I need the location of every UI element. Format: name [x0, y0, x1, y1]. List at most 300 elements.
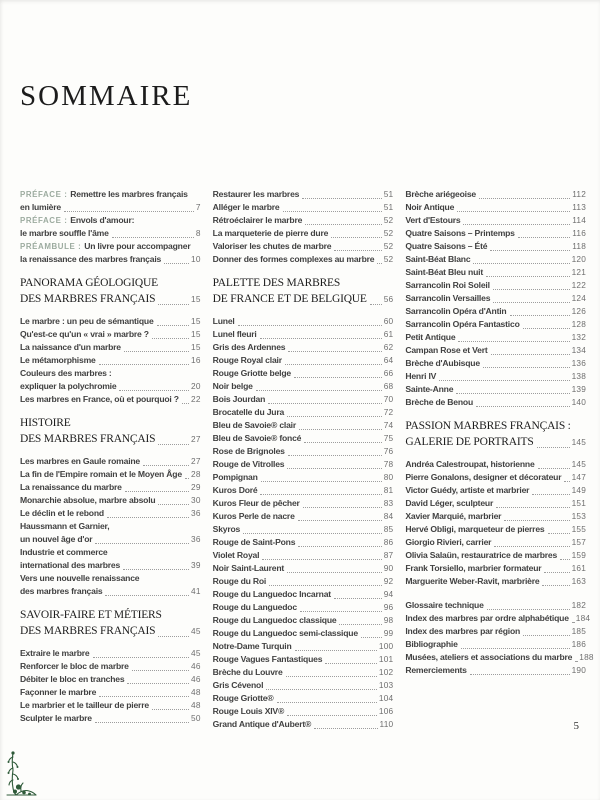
toc-entry	[405, 396, 586, 409]
toc-entry	[20, 481, 201, 494]
toc-page-number: 99	[383, 628, 394, 638]
toc-entry	[405, 523, 586, 536]
dotted-leader	[572, 622, 574, 623]
toc-row	[213, 214, 394, 227]
toc-entry	[405, 536, 586, 549]
toc-row-label: Noir Saint-Laurent	[212, 563, 285, 573]
toc-page-number: 52	[383, 228, 394, 238]
dotted-leader	[487, 609, 570, 610]
toc-row-label: Vert d'Estours	[405, 215, 461, 225]
toc-row-label: Industrie et commerce	[20, 547, 108, 557]
toc-entry	[20, 315, 201, 328]
dotted-leader	[123, 569, 189, 570]
toc-page-number: 124	[571, 293, 587, 303]
dotted-leader	[107, 517, 189, 518]
toc-row-label: Rose de Brignoles	[212, 446, 285, 456]
toc-row-label: La fin de l'Empire romain et le Moyen Âge	[20, 469, 182, 479]
toc-page-number: 15	[191, 342, 201, 352]
toc-page-number: 118	[572, 241, 587, 251]
toc-entry	[405, 458, 586, 471]
toc-row-label: Xavier Marquié, marbrier	[405, 511, 502, 521]
toc-page-number: 185	[571, 626, 587, 636]
dotted-leader	[298, 520, 382, 521]
toc-row-label: Gris des Ardennes	[212, 342, 286, 352]
toc-entry	[405, 625, 586, 638]
toc-row	[20, 367, 201, 380]
toc-row	[213, 458, 394, 471]
toc-row	[213, 201, 394, 214]
dotted-leader	[132, 670, 189, 671]
toc-row	[213, 497, 394, 510]
toc-entry	[213, 705, 394, 718]
toc-row	[405, 227, 586, 240]
toc-page-number: 64	[383, 355, 394, 365]
toc-row-label: Brèche d'Aubisque	[405, 358, 480, 368]
toc-row-label: Rouge Griotte®	[212, 693, 274, 703]
toc-row-label: PRÉFACE : Remettre les marbres français	[20, 189, 188, 199]
dotted-leader	[518, 237, 570, 238]
dotted-leader	[143, 465, 189, 466]
toc-row	[20, 415, 201, 431]
toc-row-label: Bleu de Savoie® foncé	[212, 433, 302, 443]
dotted-leader	[268, 403, 382, 404]
toc-row-label: Pierre Gonalons, designer et décorateur	[405, 472, 562, 482]
toc-row	[405, 188, 586, 201]
toc-page-number: 147	[571, 472, 587, 482]
toc-page-number: 102	[378, 667, 394, 677]
toc-row-label: PANORAMA GÉOLOGIQUE	[20, 277, 158, 289]
toc-page-number: 15	[191, 329, 201, 339]
toc-row	[405, 638, 586, 651]
toc-row	[20, 214, 201, 227]
dotted-leader	[463, 224, 570, 225]
dotted-leader	[510, 315, 570, 316]
toc-row	[20, 354, 201, 367]
toc-page-number: 74	[383, 420, 394, 430]
dotted-leader	[496, 507, 569, 508]
toc-row-label: HISTOIRE	[20, 417, 71, 429]
toc-page-number: 29	[191, 482, 201, 492]
dotted-leader	[560, 559, 569, 560]
dotted-leader	[182, 403, 189, 404]
toc-row-label: La marqueterie de pierre dure	[212, 228, 329, 238]
toc-entry	[405, 510, 586, 523]
toc-page-number: 157	[571, 537, 587, 547]
dotted-leader	[286, 676, 377, 677]
toc-row	[20, 328, 201, 341]
dotted-leader	[564, 481, 569, 482]
toc-row-label: Les marbres en Gaule romaine	[20, 456, 141, 466]
dotted-leader	[439, 380, 569, 381]
toc-entry-prefix: PRÉFACE :	[20, 216, 71, 225]
dotted-leader	[95, 722, 189, 723]
toc-row-label: Sarrancolin Opéra d'Antin	[405, 306, 507, 316]
toc-section-heading	[405, 418, 586, 450]
toc-row	[20, 673, 201, 686]
toc-page-number: 51	[383, 189, 394, 199]
toc-row	[405, 279, 586, 292]
toc-page-number: 48	[191, 687, 201, 697]
folio-page-number: 5	[573, 720, 579, 732]
toc-row-label: Marguerite Weber-Ravit, marbrière	[405, 576, 540, 586]
toc-page-number: 159	[571, 550, 587, 560]
toc-row	[213, 666, 394, 679]
toc-page-number: 96	[383, 602, 394, 612]
dotted-leader	[112, 237, 194, 238]
dotted-leader	[185, 478, 189, 479]
toc-row	[405, 664, 586, 677]
toc-page-number: 145	[571, 437, 587, 447]
toc-row	[213, 679, 394, 692]
page-title: SOMMAIRE	[20, 80, 193, 112]
toc-row-label: international des marbres	[20, 560, 121, 570]
toc-row-label: Olivia Salaün, restauratrice de marbres	[405, 550, 558, 560]
toc-row-label: en lumière	[20, 202, 61, 212]
toc-page-number: 184	[575, 613, 591, 623]
toc-entry	[405, 562, 586, 575]
toc-page-number: 75	[383, 433, 394, 443]
toc-row	[405, 458, 586, 471]
toc-entry	[20, 546, 201, 572]
toc-row-label: Saint-Béat Bleu nuit	[405, 267, 483, 277]
toc-page-number: 163	[571, 576, 587, 586]
toc-entry	[20, 468, 201, 481]
toc-page-number: 140	[571, 397, 587, 407]
toc-row	[213, 419, 394, 432]
toc-row-label: Sainte-Anne	[405, 384, 454, 394]
toc-row	[213, 354, 394, 367]
dotted-leader	[287, 416, 382, 417]
toc-entry-prefix: PRÉAMBULE :	[20, 242, 85, 251]
toc-row	[20, 507, 201, 520]
toc-page-number: 186	[571, 639, 587, 649]
toc-page-number: 121	[571, 267, 587, 277]
toc-entry	[405, 240, 586, 253]
toc-row-label: Index des marbres par ordre alphabétique	[405, 613, 569, 623]
dotted-leader	[302, 198, 381, 199]
dotted-leader	[243, 533, 382, 534]
toc-page-number: 10	[191, 254, 201, 264]
toc-page-number: 87	[383, 550, 394, 560]
dotted-leader	[523, 635, 569, 636]
toc-row	[20, 686, 201, 699]
toc-entry	[213, 432, 394, 445]
toc-row	[213, 536, 394, 549]
toc-page-number: 126	[571, 306, 587, 316]
toc-page-number: 151	[571, 498, 587, 508]
toc-entry	[213, 575, 394, 588]
toc-row	[405, 471, 586, 484]
toc-page-number: 20	[191, 381, 201, 391]
toc-row-label: Frank Torsiello, marbrier formateur	[405, 563, 542, 573]
toc-row-label: Lunel	[212, 316, 235, 326]
toc-section-heading	[20, 607, 201, 639]
dotted-leader	[256, 390, 382, 391]
dotted-leader	[260, 494, 381, 495]
toc-row	[213, 406, 394, 419]
dotted-leader	[269, 585, 382, 586]
toc-column-3	[405, 188, 594, 731]
toc-entry	[213, 497, 394, 510]
toc-row-label: GALERIE DE PORTRAITS	[405, 436, 534, 448]
toc-page-number: 84	[383, 511, 394, 521]
toc-entry	[405, 471, 586, 484]
dotted-leader	[470, 674, 570, 675]
toc-page-number: 106	[378, 706, 394, 716]
dotted-leader	[125, 491, 189, 492]
toc-row-label: Brèche du Louvre	[212, 667, 283, 677]
toc-row	[405, 484, 586, 497]
toc-entry	[213, 240, 394, 253]
toc-row	[20, 533, 201, 546]
toc-page-number: 15	[191, 316, 201, 326]
toc-page-number: 52	[383, 254, 394, 264]
toc-section-heading	[20, 415, 201, 447]
toc-page-number: 48	[191, 700, 201, 710]
toc-entry	[213, 549, 394, 562]
toc-row-label: Kuros Doré	[212, 485, 258, 495]
toc-row	[20, 481, 201, 494]
toc-section-heading	[213, 275, 394, 307]
toc-row	[213, 627, 394, 640]
dotted-leader	[152, 709, 189, 710]
toc-row-label: David Léger, sculpteur	[405, 498, 494, 508]
toc-page-number: 113	[572, 202, 587, 212]
toc-row	[213, 328, 394, 341]
toc-entry	[20, 660, 201, 673]
dotted-leader	[491, 354, 570, 355]
toc-page-number: 62	[383, 342, 394, 352]
toc-row	[20, 393, 201, 406]
dotted-leader	[283, 211, 382, 212]
toc-row	[20, 572, 201, 585]
toc-row	[213, 367, 394, 380]
dotted-leader	[298, 546, 381, 547]
dotted-leader	[304, 442, 381, 443]
toc-row	[20, 468, 201, 481]
dotted-leader	[334, 250, 381, 251]
toc-row	[213, 315, 394, 328]
toc-row-label: Brèche ariégeoise	[405, 189, 476, 199]
toc-entry	[213, 614, 394, 627]
toc-row	[405, 344, 586, 357]
toc-row-label: PALETTE DES MARBRES	[212, 277, 341, 289]
toc-row	[20, 607, 201, 623]
toc-row	[20, 291, 201, 307]
dotted-leader	[486, 276, 570, 277]
toc-page-number: 50	[191, 713, 201, 723]
toc-row	[405, 214, 586, 227]
dotted-leader	[493, 289, 570, 290]
toc-page-number: 39	[191, 560, 201, 570]
toc-entry	[20, 712, 201, 725]
dotted-leader	[158, 444, 189, 445]
toc-page-number: 190	[571, 665, 587, 675]
toc-entry	[405, 383, 586, 396]
toc-row	[405, 201, 586, 214]
toc-entry	[405, 549, 586, 562]
toc-page-number: 46	[191, 674, 201, 684]
dotted-leader	[494, 546, 569, 547]
toc-row	[405, 331, 586, 344]
toc-row	[213, 523, 394, 536]
toc-row-label: Le métamorphisme	[20, 355, 96, 365]
toc-row-label: Rouge Vagues Fantastiques	[212, 654, 323, 664]
dotted-leader	[277, 702, 377, 703]
toc-row	[20, 341, 201, 354]
dotted-leader	[476, 406, 570, 407]
toc-page-number: 145	[571, 459, 587, 469]
toc-row	[213, 575, 394, 588]
dotted-leader	[456, 393, 569, 394]
dotted-leader	[331, 237, 382, 238]
toc-entry	[405, 305, 586, 318]
toc-entry	[405, 227, 586, 240]
dotted-leader	[287, 572, 382, 573]
toc-entry	[213, 406, 394, 419]
toc-row	[213, 445, 394, 458]
toc-row-label: Giorgio Rivieri, carrier	[405, 537, 492, 547]
toc-entry	[213, 341, 394, 354]
toc-row	[20, 188, 201, 201]
toc-section-heading	[20, 275, 201, 307]
toc-page-number: 60	[383, 316, 394, 326]
toc-row	[405, 549, 586, 562]
toc-row-label: Gris Cévenol	[212, 680, 264, 690]
toc-row-label: Quatre Saisons – Printemps	[405, 228, 515, 238]
toc-page-number: 8	[195, 228, 201, 238]
toc-row	[213, 432, 394, 445]
toc-page-number: 116	[572, 228, 587, 238]
dotted-leader	[458, 341, 569, 342]
toc-row-label: Skyros	[212, 524, 241, 534]
dotted-leader	[377, 263, 381, 264]
toc-column-2	[213, 188, 394, 731]
toc-row	[20, 546, 201, 559]
toc-columns	[20, 188, 594, 731]
dotted-leader	[339, 624, 381, 625]
toc-entry	[20, 673, 201, 686]
toc-row-label: Victor Guédy, artiste et marbrier	[405, 485, 530, 495]
toc-row-label: Rouge de Vitrolles	[212, 459, 285, 469]
toc-row-label: Monarchie absolue, marbre absolu	[20, 495, 156, 505]
dotted-leader	[490, 250, 570, 251]
toc-row-label: Rouge du Languedoc semi-classique	[212, 628, 358, 638]
toc-page-number: 15	[191, 294, 201, 304]
dotted-leader	[287, 468, 381, 469]
dotted-leader	[287, 715, 377, 716]
toc-row	[20, 253, 201, 266]
toc-entry	[405, 331, 586, 344]
toc-row	[20, 520, 201, 533]
toc-row-label: Remerciements	[405, 665, 467, 675]
dotted-leader	[124, 351, 189, 352]
toc-page-number: 134	[571, 345, 587, 355]
toc-row	[405, 434, 586, 450]
toc-row-label: Rouge Royal clair	[212, 355, 282, 365]
toc-page-number: 112	[572, 189, 587, 199]
toc-row	[405, 240, 586, 253]
toc-row-label: Haussmann et Garnier,	[20, 521, 110, 531]
toc-entry	[20, 572, 201, 598]
toc-row-label: Le marbrier et le tailleur de pierre	[20, 700, 149, 710]
corner-floral-ornament-icon	[5, 750, 37, 796]
toc-entry	[20, 455, 201, 468]
toc-page-number: 136	[571, 358, 587, 368]
toc-page-number: 122	[571, 280, 587, 290]
dotted-leader	[538, 468, 570, 469]
toc-page-number: 120	[571, 254, 587, 264]
toc-page-number: 66	[383, 368, 394, 378]
toc-row	[20, 201, 201, 214]
toc-entry	[213, 601, 394, 614]
dotted-leader	[493, 302, 569, 303]
toc-entry	[405, 201, 586, 214]
toc-row-label: Sarrancolin Versailles	[405, 293, 491, 303]
toc-row-label: Débiter le bloc en tranches	[20, 674, 125, 684]
toc-entry	[20, 507, 201, 520]
toc-entry	[213, 640, 394, 653]
toc-page-number: 114	[572, 215, 587, 225]
dotted-leader	[99, 364, 189, 365]
toc-row-label: La renaissance du marbre	[20, 482, 122, 492]
toc-column-1	[20, 188, 201, 731]
toc-row	[405, 418, 586, 434]
toc-row-label: Musées, ateliers et associations du marbre	[405, 652, 573, 662]
toc-entry	[20, 686, 201, 699]
toc-row-label: la renaissance des marbres français	[20, 254, 162, 264]
dotted-leader	[99, 696, 189, 697]
toc-row-label: Henri IV	[405, 371, 437, 381]
toc-row-label: Brèche de Benou	[405, 397, 474, 407]
toc-row-label: Rouge du Languedoc	[212, 602, 297, 612]
toc-row	[20, 431, 201, 447]
toc-entry	[405, 292, 586, 305]
toc-page-number: 81	[383, 485, 394, 495]
toc-entry	[405, 253, 586, 266]
toc-entry	[405, 575, 586, 588]
toc-row-label: DE FRANCE ET DE BELGIQUE	[212, 293, 367, 305]
toc-row-label: Petit Antique	[405, 332, 456, 342]
toc-row-label: Index des marbres par région	[405, 626, 521, 636]
toc-row	[405, 497, 586, 510]
toc-row	[213, 640, 394, 653]
toc-entry	[405, 266, 586, 279]
toc-row-label: Rouge du Roi	[212, 576, 267, 586]
toc-row-label: Rétroéclairer le marbre	[212, 215, 303, 225]
dotted-leader	[262, 559, 381, 560]
toc-row-label: Renforcer le bloc de marbre	[20, 661, 129, 671]
toc-entry	[20, 240, 201, 266]
toc-row-label: Rouge du Languedoc classique	[212, 615, 337, 625]
toc-row	[405, 612, 591, 625]
toc-page-number: 161	[571, 563, 587, 573]
toc-row	[213, 253, 394, 266]
toc-entry	[213, 718, 394, 731]
toc-page-number: 27	[191, 456, 201, 466]
toc-row-label: Extraire le marbre	[20, 648, 90, 658]
toc-row	[405, 266, 586, 279]
column-spacer	[405, 588, 586, 599]
dotted-leader	[93, 657, 190, 658]
toc-page-number: 76	[383, 446, 394, 456]
dotted-leader	[294, 377, 382, 378]
toc-entry	[213, 471, 394, 484]
toc-row	[213, 705, 394, 718]
toc-entry	[213, 510, 394, 523]
toc-entry	[405, 497, 586, 510]
toc-row-label: Quatre Saisons – Été	[405, 241, 488, 251]
